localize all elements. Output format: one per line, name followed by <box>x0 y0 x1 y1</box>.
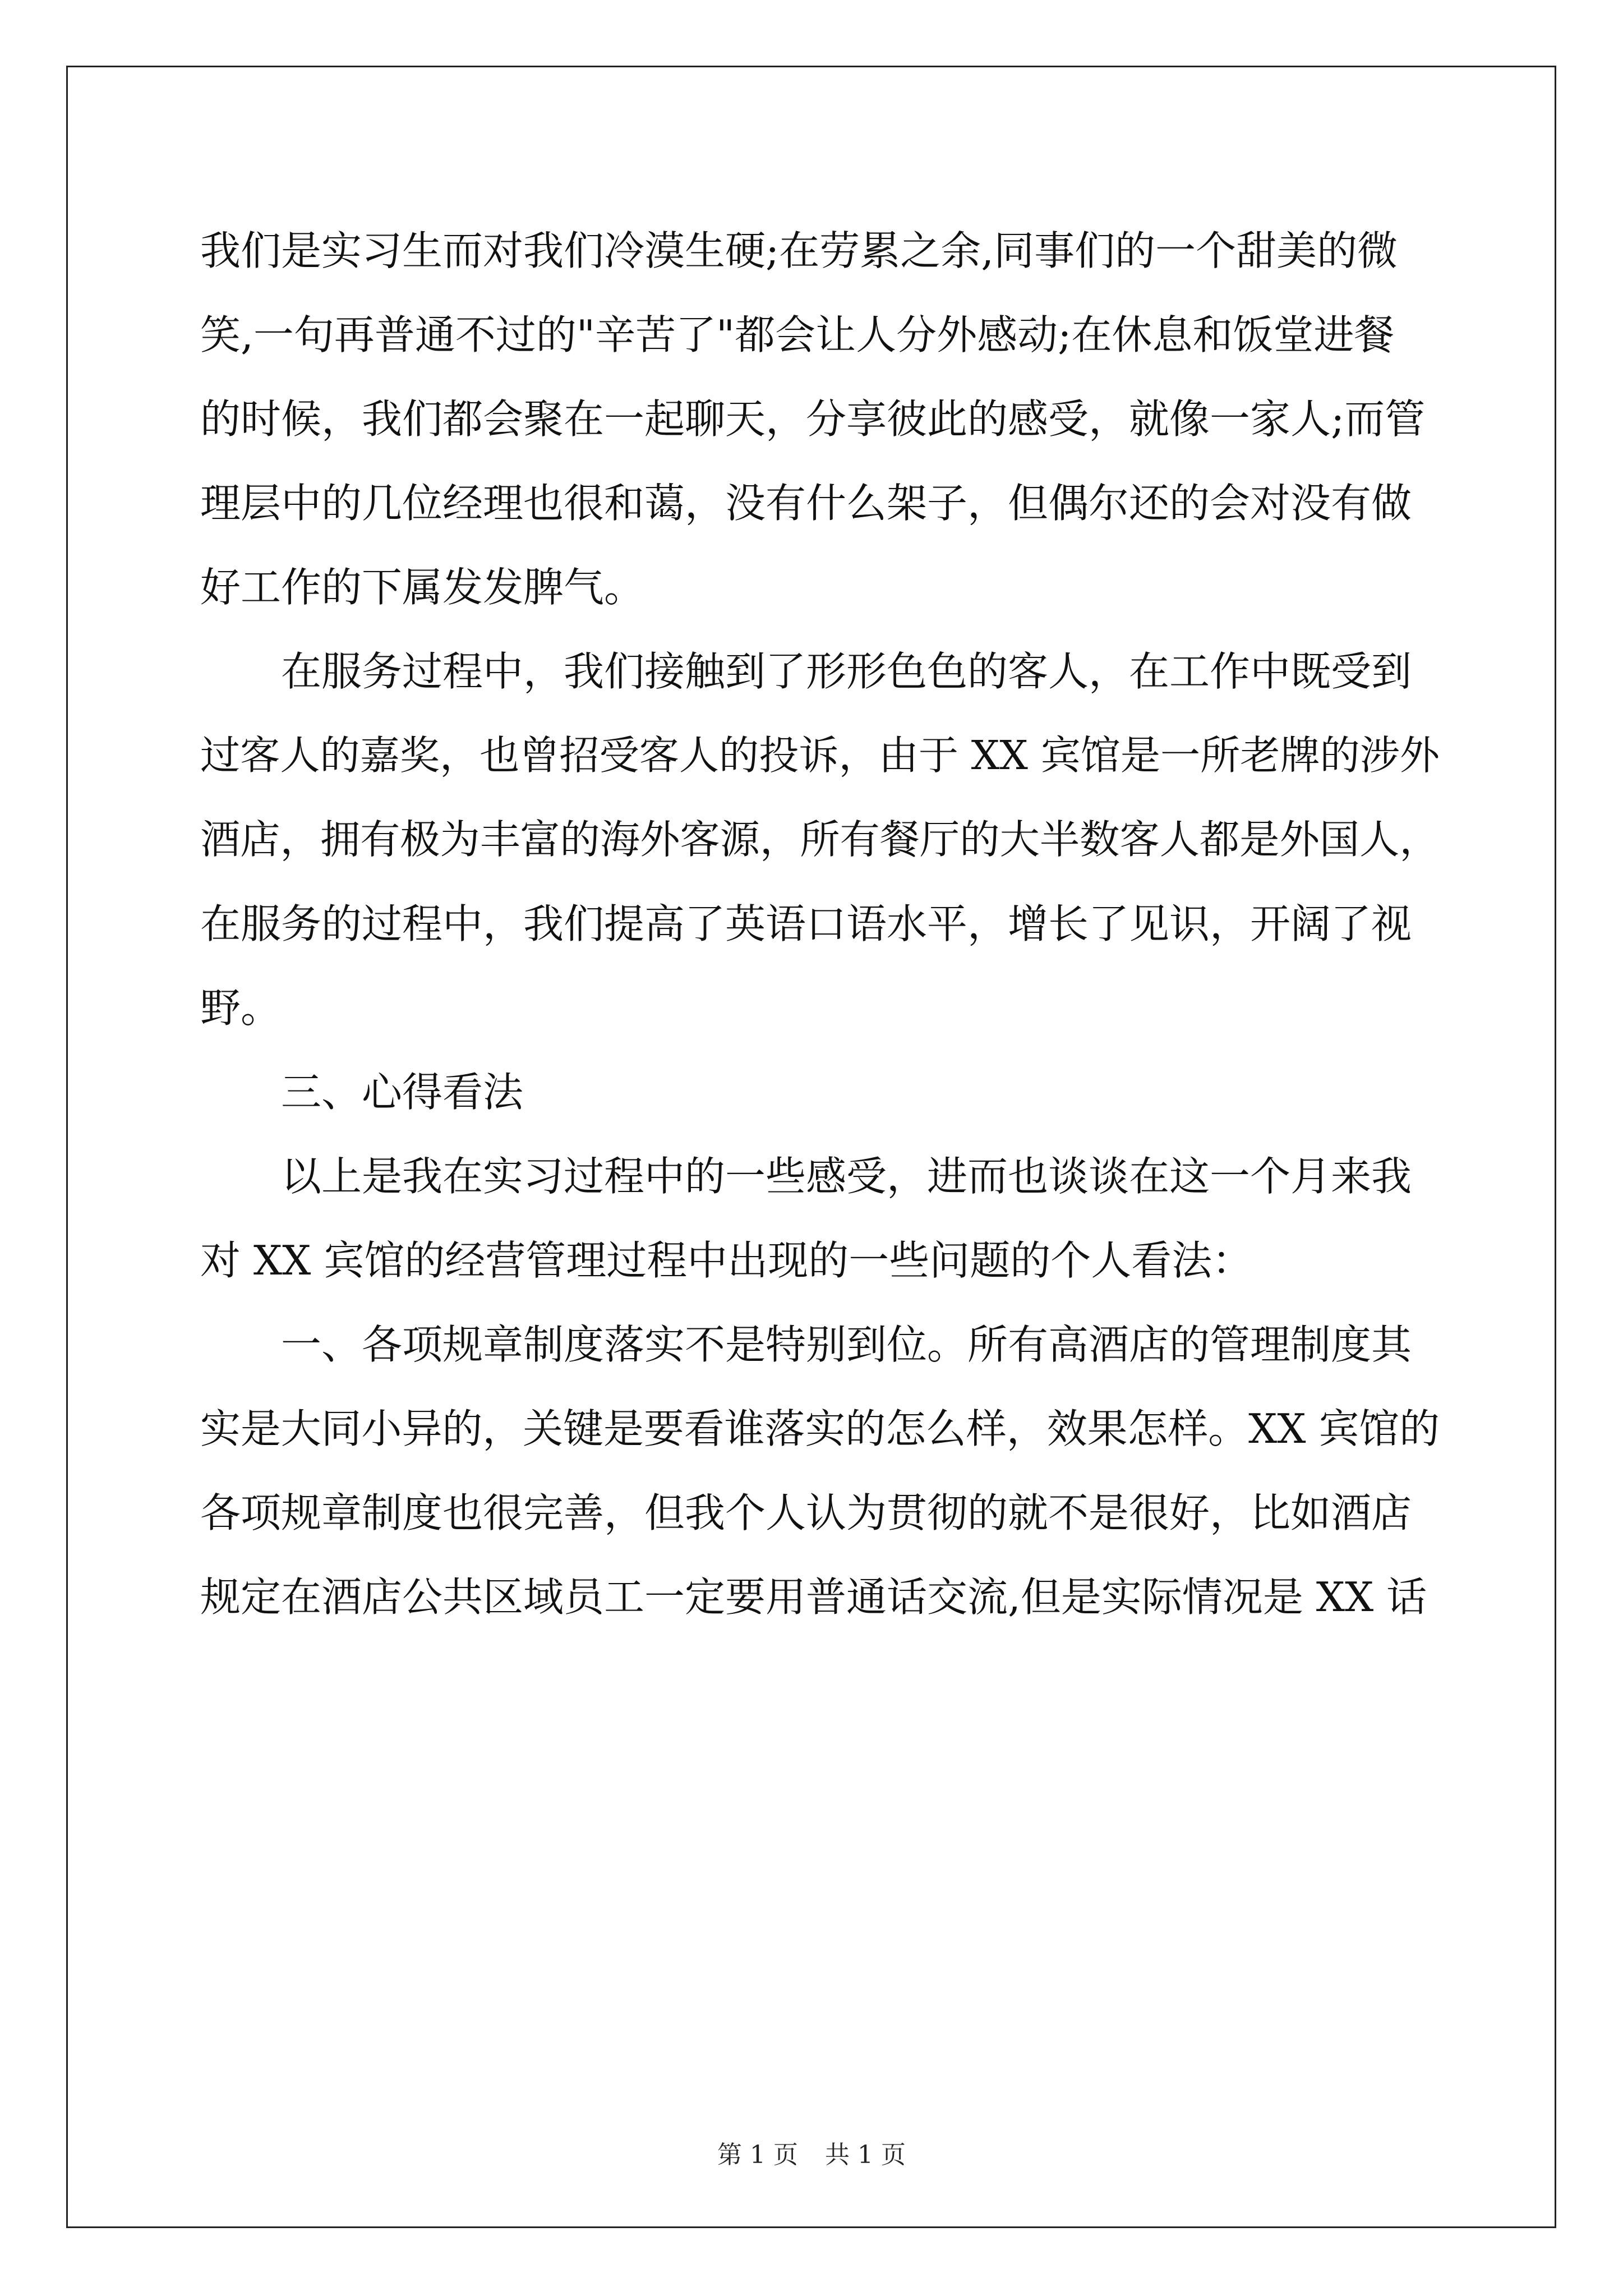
text-line: 以上是我在实习过程中的一些感受，进而也谈谈在这一个月来我 <box>281 1153 1412 1200</box>
text-line: 各项规章制度也很完善，但我个人认为贯彻的就不是很好，比如酒店 <box>200 1489 1412 1536</box>
section-heading: 三、心得看法 <box>281 1069 524 1116</box>
page-total: 共 1 页 <box>825 2141 906 2169</box>
page-footer <box>0 2134 1623 2170</box>
text-line: 好工作的下属发发脾气。 <box>200 564 645 611</box>
text-line: 理层中的几位经理也很和蔼，没有什么架子，但偶尔还的会对没有做 <box>200 480 1412 527</box>
text-line: 过客人的嘉奖，也曾招受客人的投诉，由于 XX 宾馆是一所老牌的涉外 <box>200 732 1440 779</box>
text-line: 笑,一句再普通不过的"辛苦了"都会让人分外感动;在休息和饭堂进餐 <box>200 311 1395 358</box>
text-line: 在服务的过程中，我们提高了英语口语水平，增长了见识，开阔了视 <box>200 900 1412 947</box>
text-line: 在服务过程中，我们接触到了形形色色的客人，在工作中既受到 <box>281 648 1412 695</box>
text-line: 对 XX 宾馆的经营管理过程中出现的一些问题的个人看法： <box>200 1237 1253 1284</box>
text-line: 我们是实习生而对我们冷漠生硬;在劳累之余,同事们的一个甜美的微 <box>200 227 1398 274</box>
text-line: 一、各项规章制度落实不是特别到位。所有高酒店的管理制度其 <box>281 1321 1412 1368</box>
text-line: 规定在酒店公共区域员工一定要用普通话交流,但是实际情况是 XX 话 <box>200 1573 1427 1621</box>
text-line: 的时候，我们都会聚在一起聊天，分享彼此的感受，就像一家人;而管 <box>200 395 1426 443</box>
text-line: 实是大同小异的，关键是要看谁落实的怎么样，效果怎样。XX 宾馆的 <box>200 1405 1440 1452</box>
text-line: 酒店，拥有极为丰富的海外客源，所有餐厅的大半数客人都是外国人， <box>200 816 1440 863</box>
text-line: 野。 <box>200 984 282 1032</box>
page-number: 第 1 页 <box>717 2141 798 2169</box>
